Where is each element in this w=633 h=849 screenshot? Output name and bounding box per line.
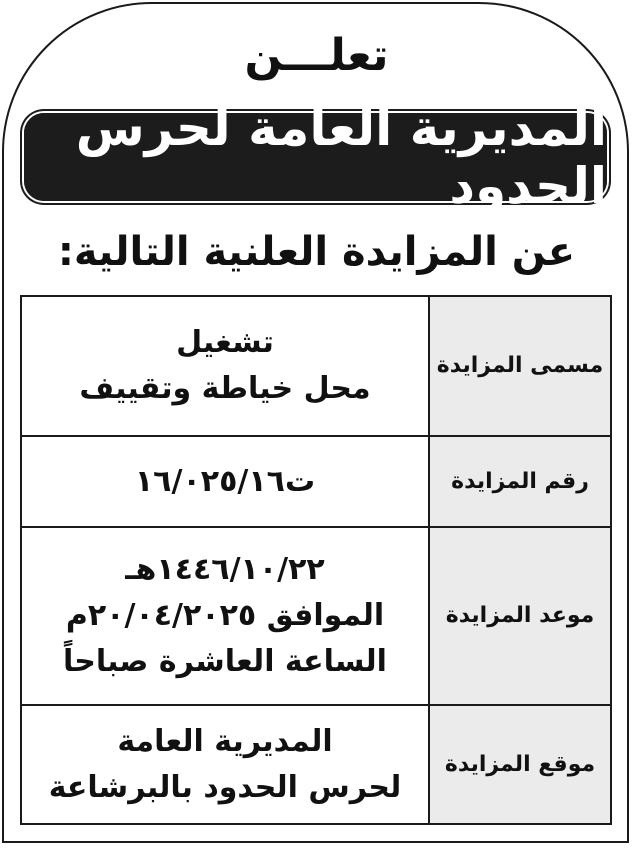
auction-name-value	[21, 296, 429, 436]
table-row	[21, 436, 611, 527]
auction-name-line-1: تشغيل	[176, 325, 274, 360]
table-row	[21, 527, 611, 705]
auction-number-value	[21, 436, 429, 527]
auction-name-line-2: محل خياطة وتقييف	[79, 371, 371, 406]
auction-date-label: موعد المزايدة	[429, 527, 611, 705]
auction-date-gregorian: الموافق ٢٠/٠٤/٢٠٢٥م	[65, 598, 385, 633]
auction-location-line-2: لحرس الحدود بالبرشاعة	[48, 769, 402, 805]
auction-number-label: رقم المزايدة	[429, 436, 611, 527]
auction-location-label: موقع المزايدة	[429, 705, 611, 824]
organization-name: المديرية العامة لحرس الحدود	[75, 99, 607, 215]
auction-number-line-1: ت١٦/٠٢٥/١٦	[134, 463, 316, 499]
auction-location-line-1: المديرية العامة	[117, 723, 333, 759]
organization-banner	[24, 99, 607, 215]
auction-details-table	[20, 295, 612, 825]
auction-date-value	[21, 527, 429, 705]
table-row	[21, 705, 611, 824]
intro-line: عن المزايدة العلنية التالية:	[57, 229, 576, 275]
auction-location-value	[21, 705, 429, 824]
auction-date-hijri: ١٤٤٦/١٠/٢٢هـ	[125, 552, 325, 587]
auction-time: الساعة العاشرة صباحاً	[63, 644, 387, 679]
auction-name-label: مسمى المزايدة	[429, 296, 611, 436]
announces-heading: تعلـــن	[244, 30, 389, 81]
table-row	[21, 296, 611, 436]
